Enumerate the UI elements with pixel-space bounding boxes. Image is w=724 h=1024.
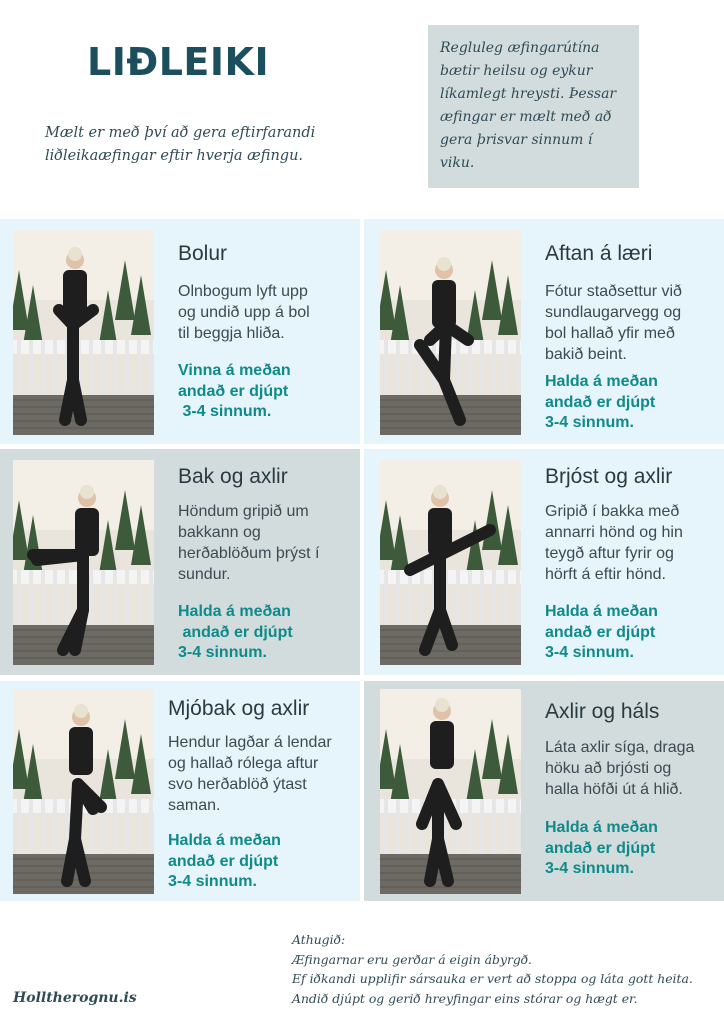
person-stretching-photo	[380, 230, 521, 435]
hold-instruction	[545, 818, 658, 880]
description-line: Fótur staðsettur við	[545, 283, 682, 300]
exercise-description	[178, 281, 356, 344]
description-line: bakið beint.	[545, 346, 627, 363]
footer-note-line: Athugið:	[292, 932, 346, 947]
hold-line: 3-4 sinnum.	[545, 414, 634, 431]
description-line: teygð aftur fyrir og	[545, 545, 674, 562]
exercise-photo	[380, 230, 521, 435]
exercise-title: Axlir og háls	[545, 700, 660, 723]
hold-line: Halda á meðan	[178, 603, 291, 620]
person-stretching-photo	[13, 230, 154, 435]
exercise-description	[168, 732, 354, 816]
exercise-description	[545, 737, 723, 800]
description-line: saman.	[168, 797, 221, 814]
footer-brand: Holltherognu.is	[13, 990, 137, 1006]
hold-instruction	[545, 372, 658, 434]
person-stretching-photo	[380, 460, 521, 665]
description-line: Olnbogum lyft upp	[178, 283, 308, 300]
exercise-title: Bak og axlir	[178, 465, 288, 488]
hold-line: andað er djúpt	[178, 623, 293, 641]
intro-text	[45, 122, 345, 168]
hold-line: andað er djúpt	[178, 382, 289, 400]
exercise-title: Aftan á læri	[545, 242, 653, 265]
exercise-photo	[380, 460, 521, 665]
hold-line: andað er djúpt	[545, 839, 656, 857]
exercise-photo	[13, 230, 154, 435]
hold-line: andað er djúpt	[545, 623, 656, 641]
exercise-card-bak-og-axlir	[0, 449, 360, 675]
exercise-photo	[13, 460, 154, 665]
hold-instruction	[168, 831, 281, 893]
footer-note-line: Andið djúpt og gerið hreyfingar eins stórar og hægt er.	[292, 991, 638, 1007]
hold-line: 3-4 sinnum.	[178, 403, 272, 420]
exercise-card-mjobak-og-axlir	[0, 681, 360, 901]
note-line: gera þrisvar sinnum í	[440, 132, 593, 148]
intro-line: Mælt er með því að gera eftirfarandi	[45, 125, 316, 141]
hold-line: 3-4 sinnum.	[178, 644, 267, 661]
description-line: bol hallað yfir með	[545, 325, 675, 342]
hold-line: Halda á meðan	[168, 832, 281, 849]
hold-instruction	[545, 602, 658, 664]
note-line: æfingar er mælt með að	[440, 109, 612, 125]
hold-instruction	[178, 602, 293, 664]
description-line: til beggja hliða.	[178, 325, 285, 342]
note-line: viku.	[440, 155, 475, 171]
description-line: Gripið í bakka með	[545, 503, 680, 520]
hold-instruction	[178, 361, 291, 423]
exercise-photo	[380, 689, 521, 894]
intro-line: liðleikaæfingar eftir hverja æfingu.	[45, 148, 304, 164]
description-line: Hendur lagðar á lendar	[168, 734, 332, 751]
description-line: Höndum gripið um	[178, 503, 309, 520]
description-line: og undið upp á bol	[178, 304, 310, 321]
exercise-card-brjost-og-axlir	[364, 449, 724, 675]
person-stretching-photo	[13, 460, 154, 665]
description-line: herðablöðum þrýst í	[178, 545, 320, 562]
description-line: sundlaugarvegg og	[545, 304, 682, 321]
footer-note-line: Ef iðkandi upplifir sársauka er vert að stoppa og láta gott heita.	[292, 971, 693, 987]
note-line: bætir heilsu og eykur	[440, 63, 593, 79]
hold-line: Halda á meðan	[545, 819, 658, 836]
hold-line: andað er djúpt	[168, 852, 279, 870]
page-title: LIÐLEIKI	[87, 40, 270, 84]
exercise-title: Brjóst og axlir	[545, 465, 673, 488]
description-line: halla höfði út á hlið.	[545, 781, 683, 798]
exercise-photo	[13, 689, 154, 894]
hold-line: 3-4 sinnum.	[168, 873, 257, 890]
description-line: bakkann og	[178, 524, 261, 541]
footer-note	[292, 930, 722, 1009]
exercise-card-bolur	[0, 219, 360, 444]
exercise-title: Bolur	[178, 242, 228, 265]
description-line: hörft á eftir hönd.	[545, 566, 666, 583]
exercise-description	[178, 501, 356, 585]
routine-note-box	[428, 25, 639, 188]
exercise-description	[545, 501, 723, 585]
hold-line: Halda á meðan	[545, 603, 658, 620]
note-line: Regluleg æfingarútína	[440, 40, 600, 56]
person-stretching-photo	[380, 689, 521, 894]
exercise-card-axlir-og-hals	[364, 681, 724, 901]
description-line: Láta axlir síga, draga	[545, 739, 695, 756]
exercise-card-aftan-a-laeri	[364, 219, 724, 444]
description-line: svo herðablöð ýtast	[168, 776, 307, 793]
note-line: líkamlegt hreysti. Þessar	[440, 86, 617, 102]
hold-line: 3-4 sinnum.	[545, 644, 634, 661]
description-line: og hallað rólega aftur	[168, 755, 319, 772]
hold-line: andað er djúpt	[545, 393, 656, 411]
footer-note-line: Æfingarnar eru gerðar á eigin ábyrgð.	[292, 951, 532, 967]
description-line: höku að brjósti og	[545, 760, 672, 777]
hold-line: Vinna á meðan	[178, 362, 291, 379]
exercise-description	[545, 281, 723, 365]
hold-line: Halda á meðan	[545, 373, 658, 390]
hold-line: 3-4 sinnum.	[545, 860, 634, 877]
exercise-title: Mjóbak og axlir	[168, 697, 310, 720]
description-line: sundur.	[178, 566, 231, 583]
description-line: annarri hönd og hin	[545, 524, 683, 541]
person-stretching-photo	[13, 689, 154, 894]
